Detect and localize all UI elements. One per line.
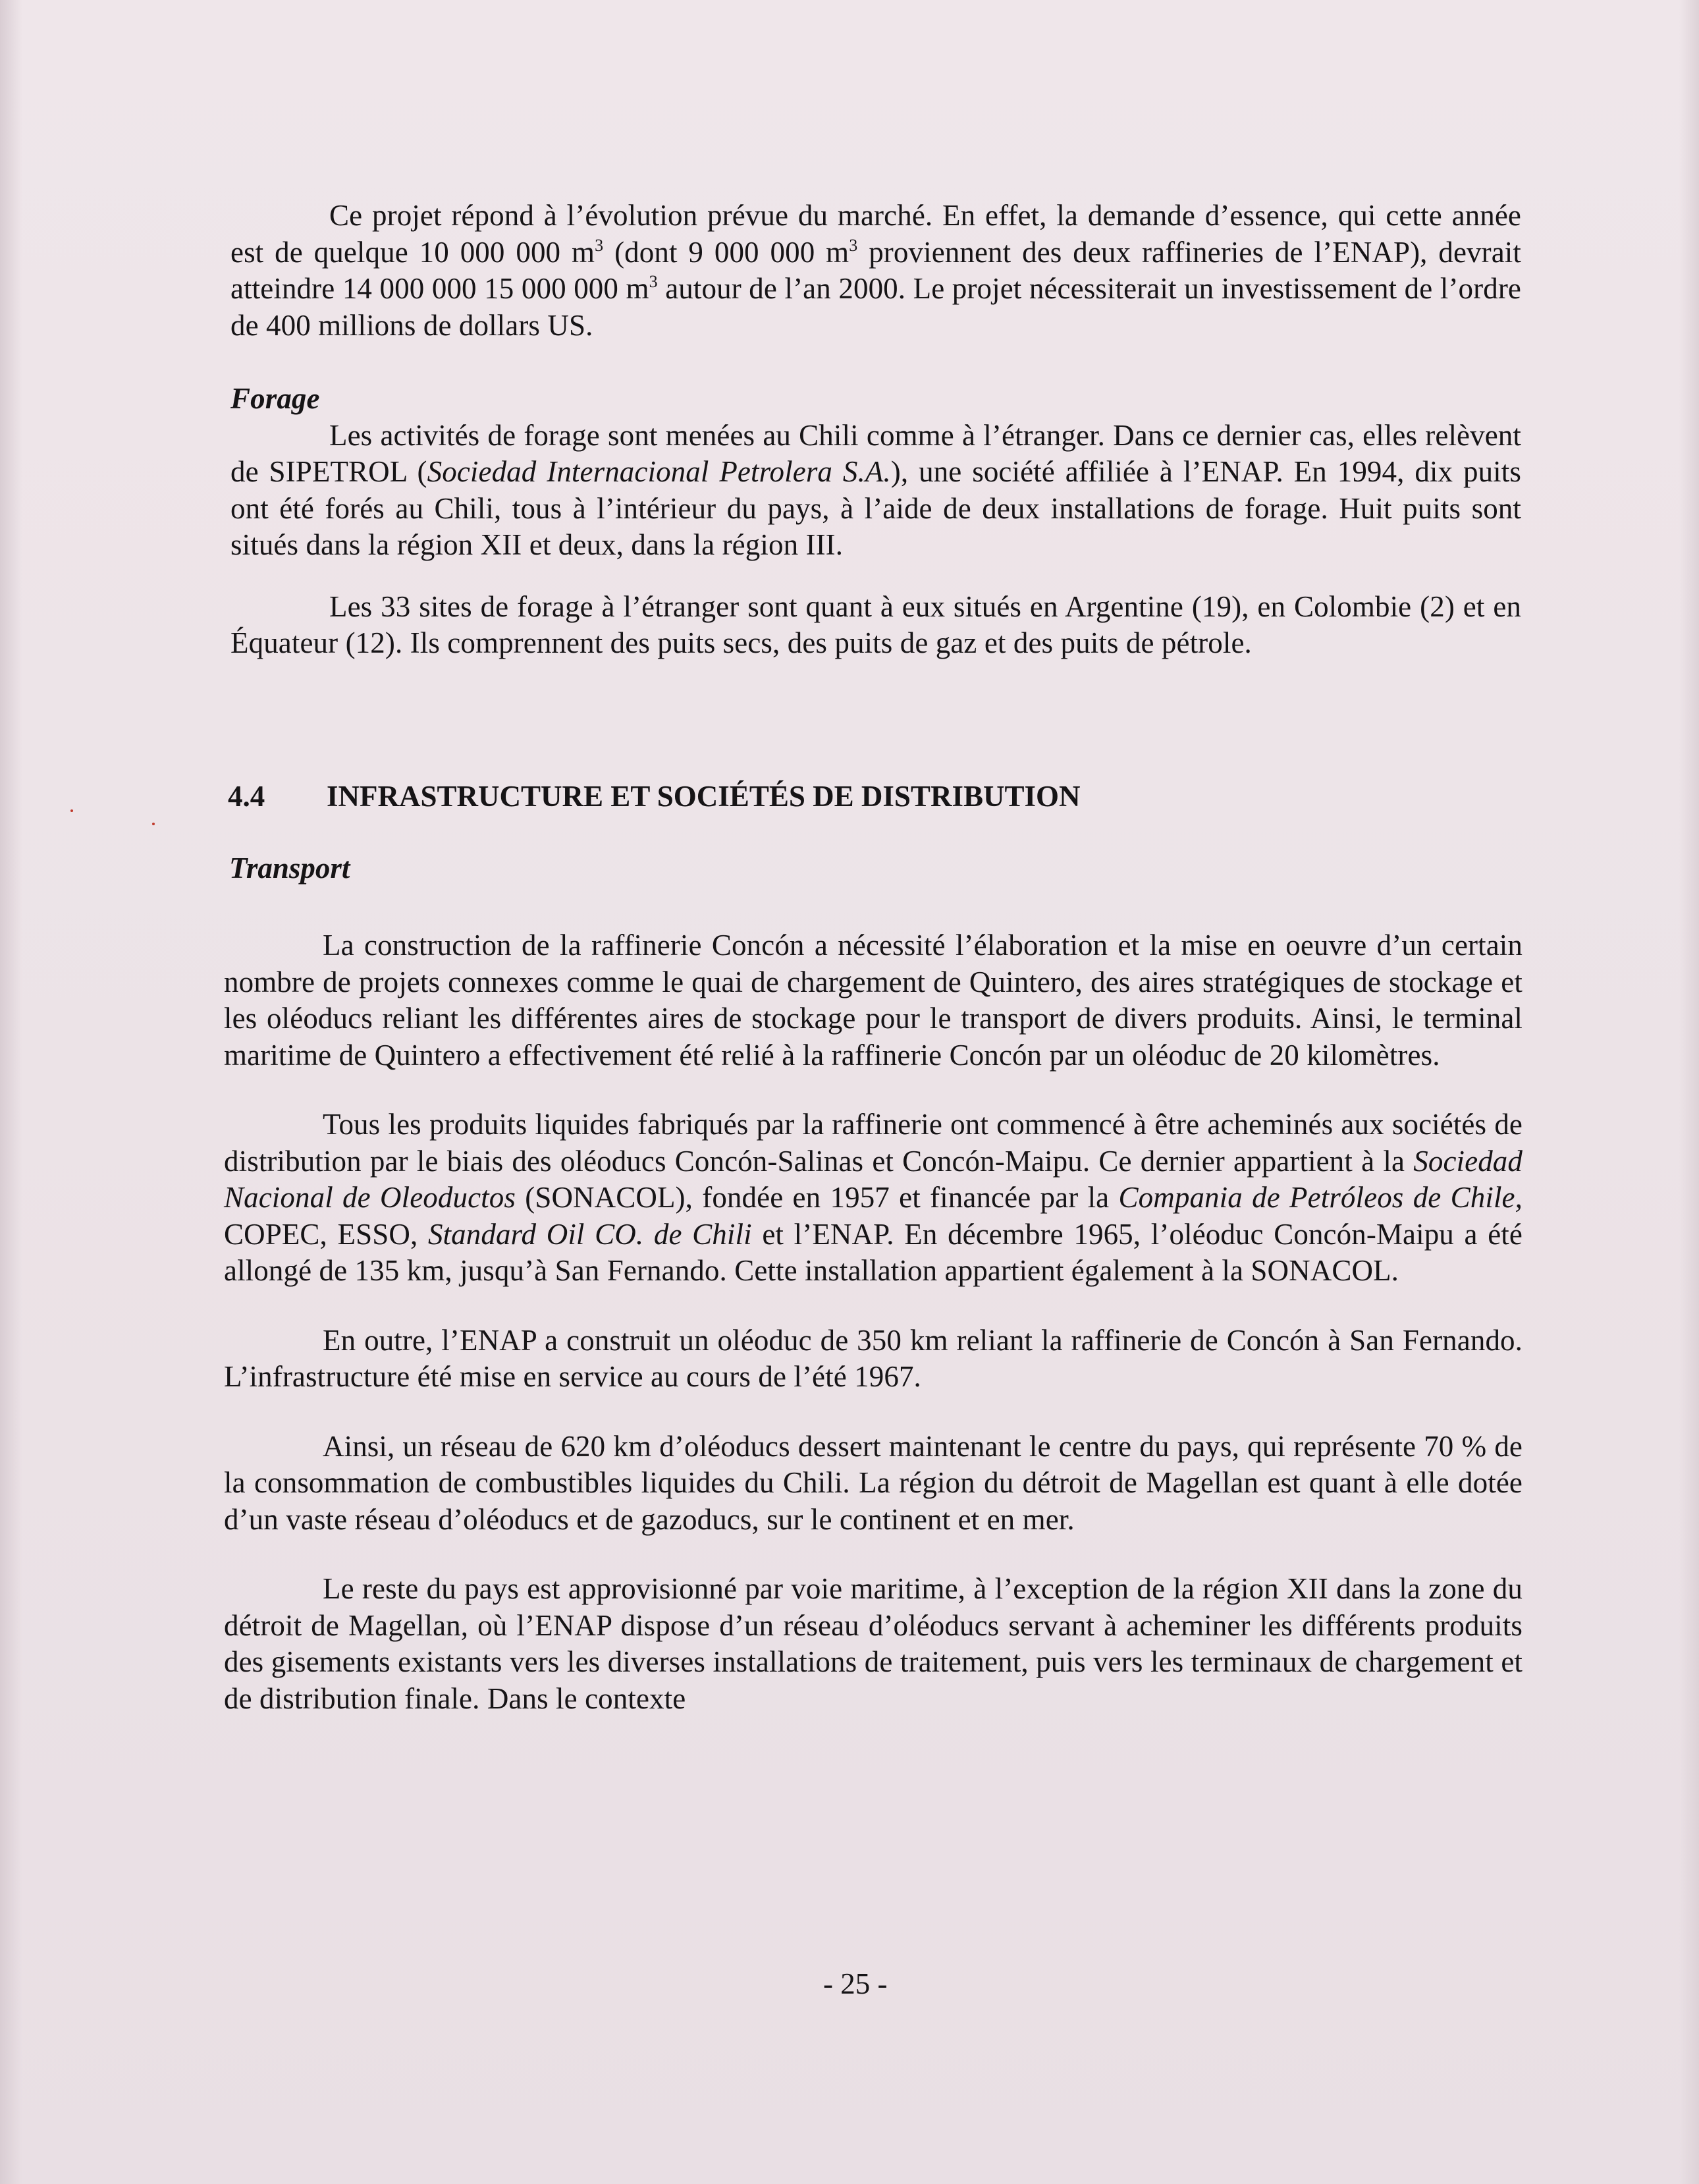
paragraph-transport-5: Le reste du pays est approvisionné par voie maritime, à l’exception de la région XII dans la zone du détroit de Magellan, où l’ENAP dispose d’un réseau d’oléoducs servant à acheminer les différents produits des gisements existants vers les diverses installations de traitement, puis vers les terminaux de chargement et de distribution finale. Dans le contexte xyxy=(224,1572,1523,1715)
section-title: INFRASTRUCTURE ET SOCIÉTÉS DE DISTRIBUTION xyxy=(327,780,1081,813)
stray-mark xyxy=(152,823,155,825)
lower-text-block xyxy=(224,927,1523,1717)
paragraph-transport-1: La construction de la raffinerie Concón a nécessité l’élaboration et la mise en oeuvre d’un certain nombre de projets connexes comme le quai de chargement de Quintero, des aires stratégiques de stockage et les oléoducs reliant les différentes aires de stockage pour le transport de divers produits. Ainsi, le terminal maritime de Quintero a effectivement été relié à la raffinerie Concón par un oléoduc de 20 kilomètres. xyxy=(224,929,1523,1072)
transport-p2-italic-3: Standard Oil CO. de Chili xyxy=(427,1217,752,1251)
paragraph-forage-1 xyxy=(230,418,1521,564)
upper-text-block xyxy=(230,198,1521,662)
page-edge-shadow-left xyxy=(0,0,22,2184)
forage-heading: Forage xyxy=(230,382,320,415)
section-heading-4-4 xyxy=(228,779,1081,813)
stray-mark xyxy=(70,809,73,812)
transport-heading: Transport xyxy=(229,852,350,885)
transport-p2-text-c: COPEC, ESSO, xyxy=(224,1217,428,1251)
transport-p2-text-d: et l’ENAP. En décembre 1965, l’oléoduc Concón-Maipu a été allongé de 135 km, jusqu’à San Fernando. Cette installation appartient également à la SONACOL. xyxy=(224,1217,1523,1287)
forage-p1-text-b: ), une société affiliée à l’ENAP. En 1994, dix puits ont été forés au Chili, tous à l’intérieur du pays, à l’aide de deux installations de forage. Huit puits sont situés dans la région XII et deux, dans la région III. xyxy=(230,455,1522,561)
transport-p2-italic-1: Sociedad Nacional de Oleoductos xyxy=(224,1144,1523,1214)
paragraph-forage-2: Les 33 sites de forage à l’étranger sont quant à eux situés en Argentine (19), en Colombie (2) et en Équateur (12). Ils comprennent des puits secs, des puits de gaz et des puits de pétrole. xyxy=(230,589,1521,659)
paragraph-projet: Ce projet répond à l’évolution prévue du marché. En effet, la demande d’essence, qui cette année est de quelque 10 000 000 $m^3$ (dont 9 000 000 $m^3$ proviennent des deux raffineries de l’ENAP), devrait atteindre 14 000 000 15 000 000 $m^3$ autour de l’an 2000. Le projet nécessiterait un investissement de l’ordre de 400 millions de dollars US. xyxy=(230,199,1521,342)
page-edge-shadow-right xyxy=(1679,0,1699,2184)
section-number: 4.4 xyxy=(228,780,265,813)
transport-p2-italic-2: Compania de Petróleos de Chile, xyxy=(1118,1181,1523,1214)
paragraph-transport-4: Ainsi, un réseau de 620 km d’oléoducs dessert maintenant le centre du pays, qui représente 70 % de la consommation de combustibles liquides du Chili. La région du détroit de Magellan est quant à elle dotée d’un vaste réseau d’oléoducs et de gazoducs, sur le continent et en mer. xyxy=(224,1429,1523,1536)
forage-p1-text-a: Les activités de forage sont menées au Chili comme à l’étranger. Dans ce dernier cas, elles relèvent de SIPETROL ( xyxy=(230,418,1521,488)
page-number: - 25 - xyxy=(823,1967,888,2000)
paragraph-transport-2 xyxy=(224,1106,1523,1290)
transport-p2-text-b: (SONACOL), fondée en 1957 et financée par la xyxy=(515,1181,1119,1214)
paragraph-transport-3: En outre, l’ENAP a construit un oléoduc de 350 km reliant la raffinerie de Concón à San Fernando. L’infrastructure été mise en service au cours de l’été 1967. xyxy=(224,1323,1523,1393)
forage-p1-italic: Sociedad Internacional Petrolera S.A. xyxy=(427,455,891,488)
transport-p2-text-a: Tous les produits liquides fabriqués par la raffinerie ont commencé à être acheminés aux sociétés de distribution par le biais des oléoducs Concón-Salinas et Concón-Maipu. Ce dernier appartient à la xyxy=(224,1108,1523,1178)
